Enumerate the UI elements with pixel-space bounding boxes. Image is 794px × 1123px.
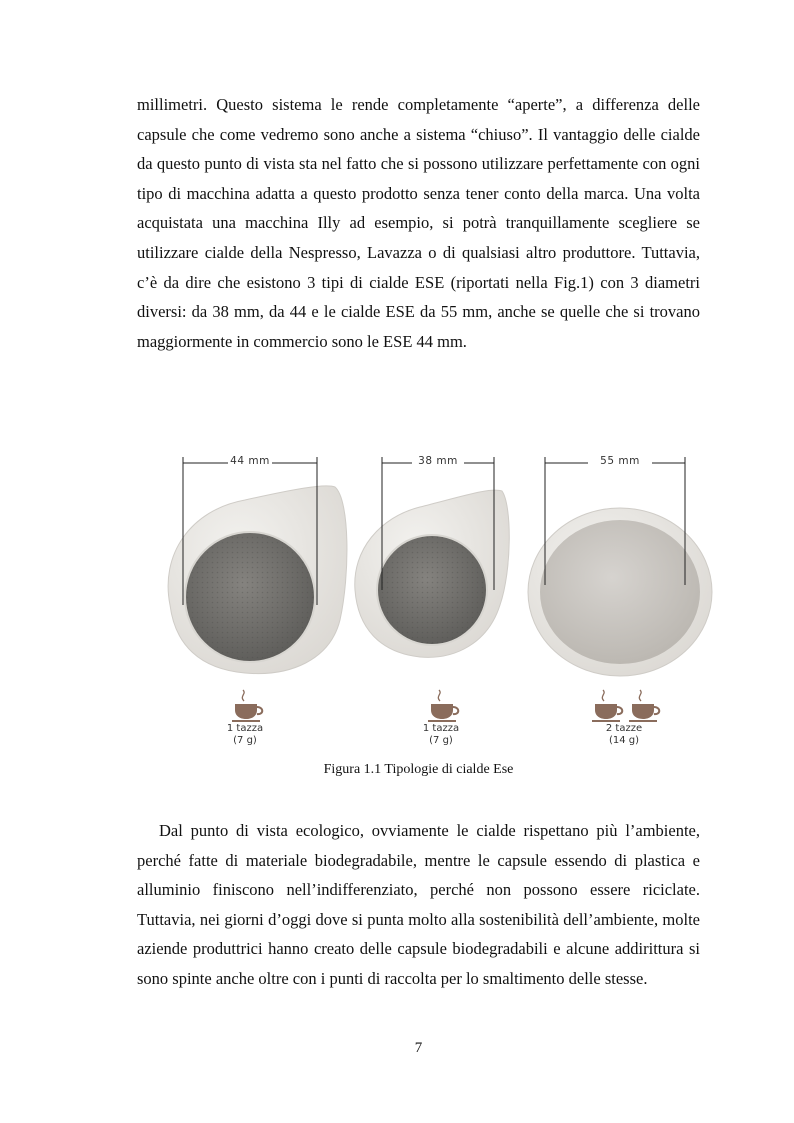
grams-text: (14 g)	[608, 735, 640, 746]
pod-38mm	[355, 457, 509, 657]
cup-count-label	[205, 723, 285, 747]
body-paragraph-2: Dal punto di vista ecologico, ovviamente le cialde rispettano più l’ambiente, perché fatte di materiale biodegradabile, mentre le capsule essendo di plastica e alluminio finiscono nell’indifferenziato, perché non possono essere riciclate. Tuttavia, nei giorni d’oggi dove si punta molto alla sostenibilità dell’ambiente, molte aziende produttrici hanno creato delle capsule biodegradabili e alcune addirittura si sono spinte anche oltre con i punti di raccolta per lo smaltimento delle stesse.	[137, 821, 700, 988]
grams-text: (7 g)	[233, 735, 257, 746]
pod-size-label: 55 mm	[600, 455, 640, 467]
ese-pods-illustration	[150, 445, 730, 755]
cups-text: 1 tazza	[422, 723, 460, 734]
cups-text: 1 tazza	[226, 723, 264, 734]
pod-55mm	[528, 457, 712, 676]
pod-size-label: 38 mm	[418, 455, 458, 467]
cup-count-label	[401, 723, 481, 747]
figure-caption: Figura 1.1 Tipologie di cialde Ese	[323, 762, 514, 777]
page-number: 7	[414, 1040, 423, 1056]
cups-text: 2 tazze	[605, 723, 643, 734]
pod-size-label: 44 mm	[230, 455, 270, 467]
cup-count-label	[584, 723, 664, 747]
coffee-cup-icon	[592, 690, 622, 722]
coffee-cup-icon	[232, 690, 262, 722]
coffee-cup-icon	[428, 690, 458, 722]
grams-text: (7 g)	[429, 735, 453, 746]
coffee-cup-icon	[629, 690, 659, 722]
body-paragraph-1: millimetri. Questo sistema le rende completamente “aperte”, a differenza delle capsule che come vedremo sono anche a sistema “chiuso”. Il vantaggio delle cialde da questo punto di vista sta nel fatto che si possono utilizzare perfettamente con ogni tipo di macchina adatta a questo prodotto senza tener conto della marca. Una volta acquistata una macchina Illy ad esempio, si potrà tranquillamente scegliere se utilizzare cialde della Nespresso, Lavazza o di qualsiasi altro produttore. Tuttavia, c’è da dire che esistono 3 tipi di cialde ESE (riportati nella Fig.1) con 3 diametri diversi: da 38 mm, da 44 e le cialde ESE da 55 mm, anche se quelle che si trovano maggiormente in commercio sono le ESE 44 mm.	[137, 95, 700, 351]
pod-44mm	[168, 457, 347, 674]
ese-pods-figure	[150, 445, 730, 755]
